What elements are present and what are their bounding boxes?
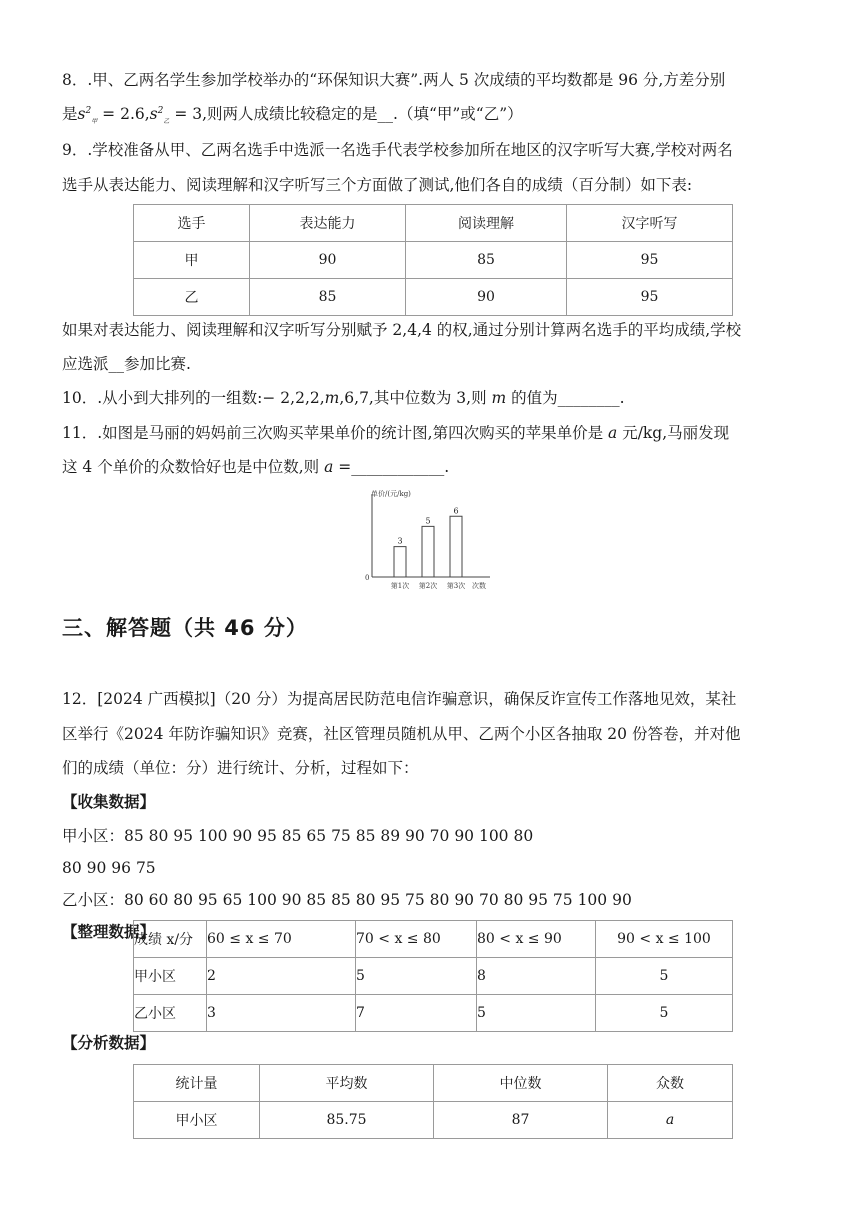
variance-jia-value: = 2.6, bbox=[102, 105, 150, 123]
table-cell: 5 bbox=[596, 995, 733, 1032]
tick-label: 第3次 bbox=[446, 582, 466, 590]
q9-score-table bbox=[133, 204, 733, 316]
tick-label: 第1次 bbox=[390, 582, 410, 590]
table-cell: 2 bbox=[207, 958, 356, 995]
q10-text-b: ,6,7,其中位数为 3,则 bbox=[339, 389, 492, 407]
table-header: 表达能力 bbox=[250, 205, 406, 242]
variance-jia: $s^2_甲$ bbox=[77, 105, 98, 126]
table-cell: 87 bbox=[434, 1102, 608, 1139]
q12-line2: 区举行《2024 年防诈骗知识》竞赛，社区管理员随机从甲、乙两个小区各抽取 20 份答卷，并对他 bbox=[62, 725, 741, 743]
q11-line1 bbox=[62, 423, 729, 443]
variable-m: m bbox=[491, 389, 507, 407]
table-cell: 5 bbox=[356, 958, 477, 995]
table-header: 60 ≤ x ≤ 70 bbox=[207, 921, 356, 958]
table-cell: 8 bbox=[477, 958, 596, 995]
origin-label: 0 bbox=[365, 574, 370, 582]
table-cell: 5 bbox=[596, 958, 733, 995]
q9-line4: 应选派__参加比赛. bbox=[62, 355, 191, 373]
frequency-table bbox=[133, 920, 733, 1032]
q11-text-c: 这 4 个单价的众数恰好也是中位数,则 bbox=[62, 458, 325, 476]
table-cell: 乙小区 bbox=[134, 995, 207, 1032]
tick-label: 第2次 bbox=[418, 582, 438, 590]
table-header: 阅读理解 bbox=[406, 205, 567, 242]
bar bbox=[422, 526, 434, 577]
table-row bbox=[134, 958, 733, 995]
table-cell: 5 bbox=[477, 995, 596, 1032]
bar bbox=[450, 516, 462, 577]
table-cell: 3 bbox=[207, 995, 356, 1032]
table-cell: a bbox=[608, 1102, 733, 1139]
q10-text-c: 的值为________. bbox=[506, 389, 625, 407]
yi-data-line: 乙小区：80 60 80 95 65 100 90 85 85 80 95 75 80 90 70 80 95 75 100 90 bbox=[62, 891, 632, 909]
jia-data-line2: 80 90 96 75 bbox=[62, 859, 156, 877]
q11-text-d: =____________. bbox=[333, 458, 450, 476]
variable-m: m bbox=[324, 389, 340, 407]
data-label: 5 bbox=[425, 516, 431, 526]
collect-data-heading: 【收集数据】 bbox=[62, 793, 156, 811]
q12-line1: 12．[2024 广西模拟]（20 分）为提高居民防范电信诈骗意识，确保反诈宣传工作落地见效，某社 bbox=[62, 690, 737, 708]
data-label: 3 bbox=[397, 536, 403, 546]
q8-suffix: 则两人成绩比较稳定的是__.（填“甲”或“乙”） bbox=[207, 105, 523, 123]
table-cell: 甲小区 bbox=[134, 1102, 260, 1139]
variance-yi-value: = 3, bbox=[174, 105, 208, 123]
q10-text-a: 10．.从小到大排列的一组数:− 2,2,2, bbox=[62, 389, 325, 407]
q11-line2 bbox=[62, 457, 449, 477]
q9-line3: 如果对表达能力、阅读理解和汉字听写分别赋予 2,4,4 的权,通过分别计算两名选手的平均成绩,学校 bbox=[62, 321, 742, 339]
q8-prefix: 是 bbox=[62, 105, 78, 123]
q9-line1: 9．.学校准备从甲、乙两名选手中选派一名选手代表学校参加所在地区的汉字听写大赛,学校对两名 bbox=[62, 141, 733, 159]
table-header: 成绩 x/分 bbox=[134, 921, 207, 958]
table-header: 平均数 bbox=[260, 1065, 434, 1102]
jia-data-line1: 甲小区：85 80 95 100 90 95 85 65 75 85 89 90 70 90 100 80 bbox=[62, 827, 534, 845]
table-header: 80 < x ≤ 90 bbox=[477, 921, 596, 958]
analyze-data-heading: 【分析数据】 bbox=[62, 1034, 156, 1052]
table-header-row bbox=[134, 921, 733, 958]
q11-text-b: 元/kg,马丽发现 bbox=[617, 424, 730, 442]
bar bbox=[394, 547, 406, 577]
table-header: 70 < x ≤ 80 bbox=[356, 921, 477, 958]
table-cell: 85 bbox=[250, 279, 406, 316]
variance-yi: $s^2_乙$ bbox=[149, 105, 170, 126]
organize-data-heading: 【整理数据】 bbox=[62, 923, 156, 941]
x-axis-label: 次数 bbox=[472, 582, 486, 590]
table-header: 中位数 bbox=[434, 1065, 608, 1102]
table-cell: 90 bbox=[250, 242, 406, 279]
table-row bbox=[134, 279, 733, 316]
table-cell: 85 bbox=[406, 242, 567, 279]
table-cell: 95 bbox=[567, 242, 733, 279]
q11-text-a: 11．.如图是马丽的妈妈前三次购买苹果单价的统计图,第四次购买的苹果单价是 bbox=[62, 424, 609, 442]
y-axis-label: 单价/(元/kg) bbox=[371, 490, 411, 498]
q8-line2 bbox=[62, 104, 523, 124]
section-title: 三、解答题（共 46 分） bbox=[62, 616, 308, 640]
q8-line1: 8．.甲、乙两名学生参加学校举办的“环保知识大赛”.两人 5 次成绩的平均数都是 96 分,方差分别 bbox=[62, 71, 726, 89]
table-header: 选手 bbox=[134, 205, 250, 242]
table-cell: 乙 bbox=[134, 279, 250, 316]
q9-line2: 选手从表达能力、阅读理解和汉字听写三个方面做了测试,他们各自的成绩（百分制）如下表: bbox=[62, 176, 693, 194]
table-row bbox=[134, 995, 733, 1032]
table-header: 汉字听写 bbox=[567, 205, 733, 242]
table-header: 众数 bbox=[608, 1065, 733, 1102]
table-header: 统计量 bbox=[134, 1065, 260, 1102]
table-row bbox=[134, 1102, 733, 1139]
table-header-row bbox=[134, 1065, 733, 1102]
table-cell: 90 bbox=[406, 279, 567, 316]
table-cell: 85.75 bbox=[260, 1102, 434, 1139]
table-cell: 7 bbox=[356, 995, 477, 1032]
table-header-row bbox=[134, 205, 733, 242]
table-row bbox=[134, 242, 733, 279]
table-header: 90 < x ≤ 100 bbox=[596, 921, 733, 958]
table-cell: 甲 bbox=[134, 242, 250, 279]
data-label: 6 bbox=[453, 506, 459, 516]
variable-a: a bbox=[324, 458, 334, 476]
variable-a: a bbox=[608, 424, 618, 442]
table-cell: 95 bbox=[567, 279, 733, 316]
unit-price-bar-chart bbox=[340, 484, 500, 594]
statistics-table bbox=[133, 1064, 733, 1139]
q12-line3: 们的成绩（单位：分）进行统计、分析，过程如下： bbox=[62, 759, 419, 777]
table-cell: 甲小区 bbox=[134, 958, 207, 995]
q10-line bbox=[62, 388, 625, 408]
